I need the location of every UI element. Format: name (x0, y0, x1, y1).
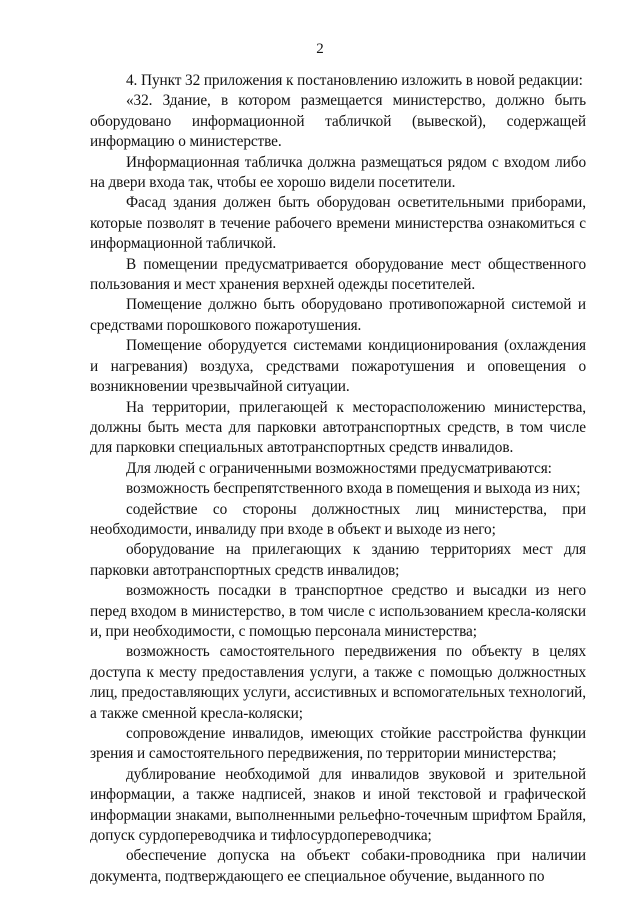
paragraph-facade-lighting: Фасад здания должен быть оборудован осветительными приборами, которые позволят в течение рабочего времени министерства ознакомиться с информационной табличкой. (90, 194, 586, 253)
list-item-escort: сопровождение инвалидов, имеющих стойкие расстройства функции зрения и самостоятельного передвижения, по территории министерства; (90, 725, 586, 763)
list-item-free-access: возможность беспрепятственного входа в помещения и выхода из них; (126, 480, 581, 498)
list-item-disabled-parking: оборудование на прилегающих к зданию территориях мест для парковки автотранспортных средств инвалидов; (90, 541, 586, 579)
paragraph-parking: На территории, прилегающей к месторасположению министерства, должны быть места для парковки автотранспортных средств, в том числе для парковки специальных автотранспортных средств инвалидов. (90, 398, 586, 457)
paragraph-clause-32: «32. Здание, в котором размещается министерство, должно быть оборудовано информационной табличкой (вывеской), содержащей информацию о министерстве. (90, 92, 586, 151)
paragraph-public-facilities: В помещении предусматривается оборудование мест общественного пользования и мест хранения верхней одежды посетителей. (90, 255, 586, 294)
page-number: 2 (316, 41, 324, 57)
paragraph-info-plate: Информационная табличка должна размещаться рядом с входом либо на двери входа так, чтобы ее хорошо видели посетители. (90, 153, 586, 192)
list-item-guide-dog: обеспечение допуска на объект собаки-проводника при наличии документа, подтверждающего ее специальное обучение, выданного по (90, 847, 586, 885)
paragraph-air-conditioning: Помещение оборудуется системами кондиционирования (охлаждения и нагревания) воздуха, средствами пожаротушения и оповещения о возникновении чрезвычайной ситуации. (90, 337, 586, 396)
paragraph-fire-system: Помещение должно быть оборудовано противопожарной системой и средствами порошкового пожаротушения. (90, 296, 586, 334)
list-item-independent-movement: возможность самостоятельного передвижения по объекту в целях доступа к месту предоставления услуги, а также с помощью должностных лиц, предоставляющих услуги, ассистивных и вспомогательных технологий, а также сменной кресла-коляски; (90, 643, 586, 722)
paragraph-disabled-intro: Для людей с ограниченными возможностями предусматриваются: (126, 459, 552, 477)
document-body (90, 71, 586, 887)
list-item-vehicle-boarding: возможность посадки в транспортное средство и высадки из него перед входом в министерство, в том числе с использованием кресла-коляски и, при необходимости, с помощью персонала министерства; (90, 582, 586, 640)
list-item-duplication: дублирование необходимой для инвалидов звуковой и зрительной информации, а также надписей, знаков и иной текстовой и графической информации знаками, выполненными рельефно-точечным шрифтом Брайля, допуск сурдопереводчика и тифлосурдопереводчика; (90, 765, 586, 845)
list-item-staff-assistance: содействие со стороны должностных лиц министерства, при необходимости, инвалиду при входе в объект и выходе из него; (90, 500, 586, 538)
paragraph-amendment-intro: 4. Пункт 32 приложения к постановлению изложить в новой редакции: (126, 72, 583, 89)
